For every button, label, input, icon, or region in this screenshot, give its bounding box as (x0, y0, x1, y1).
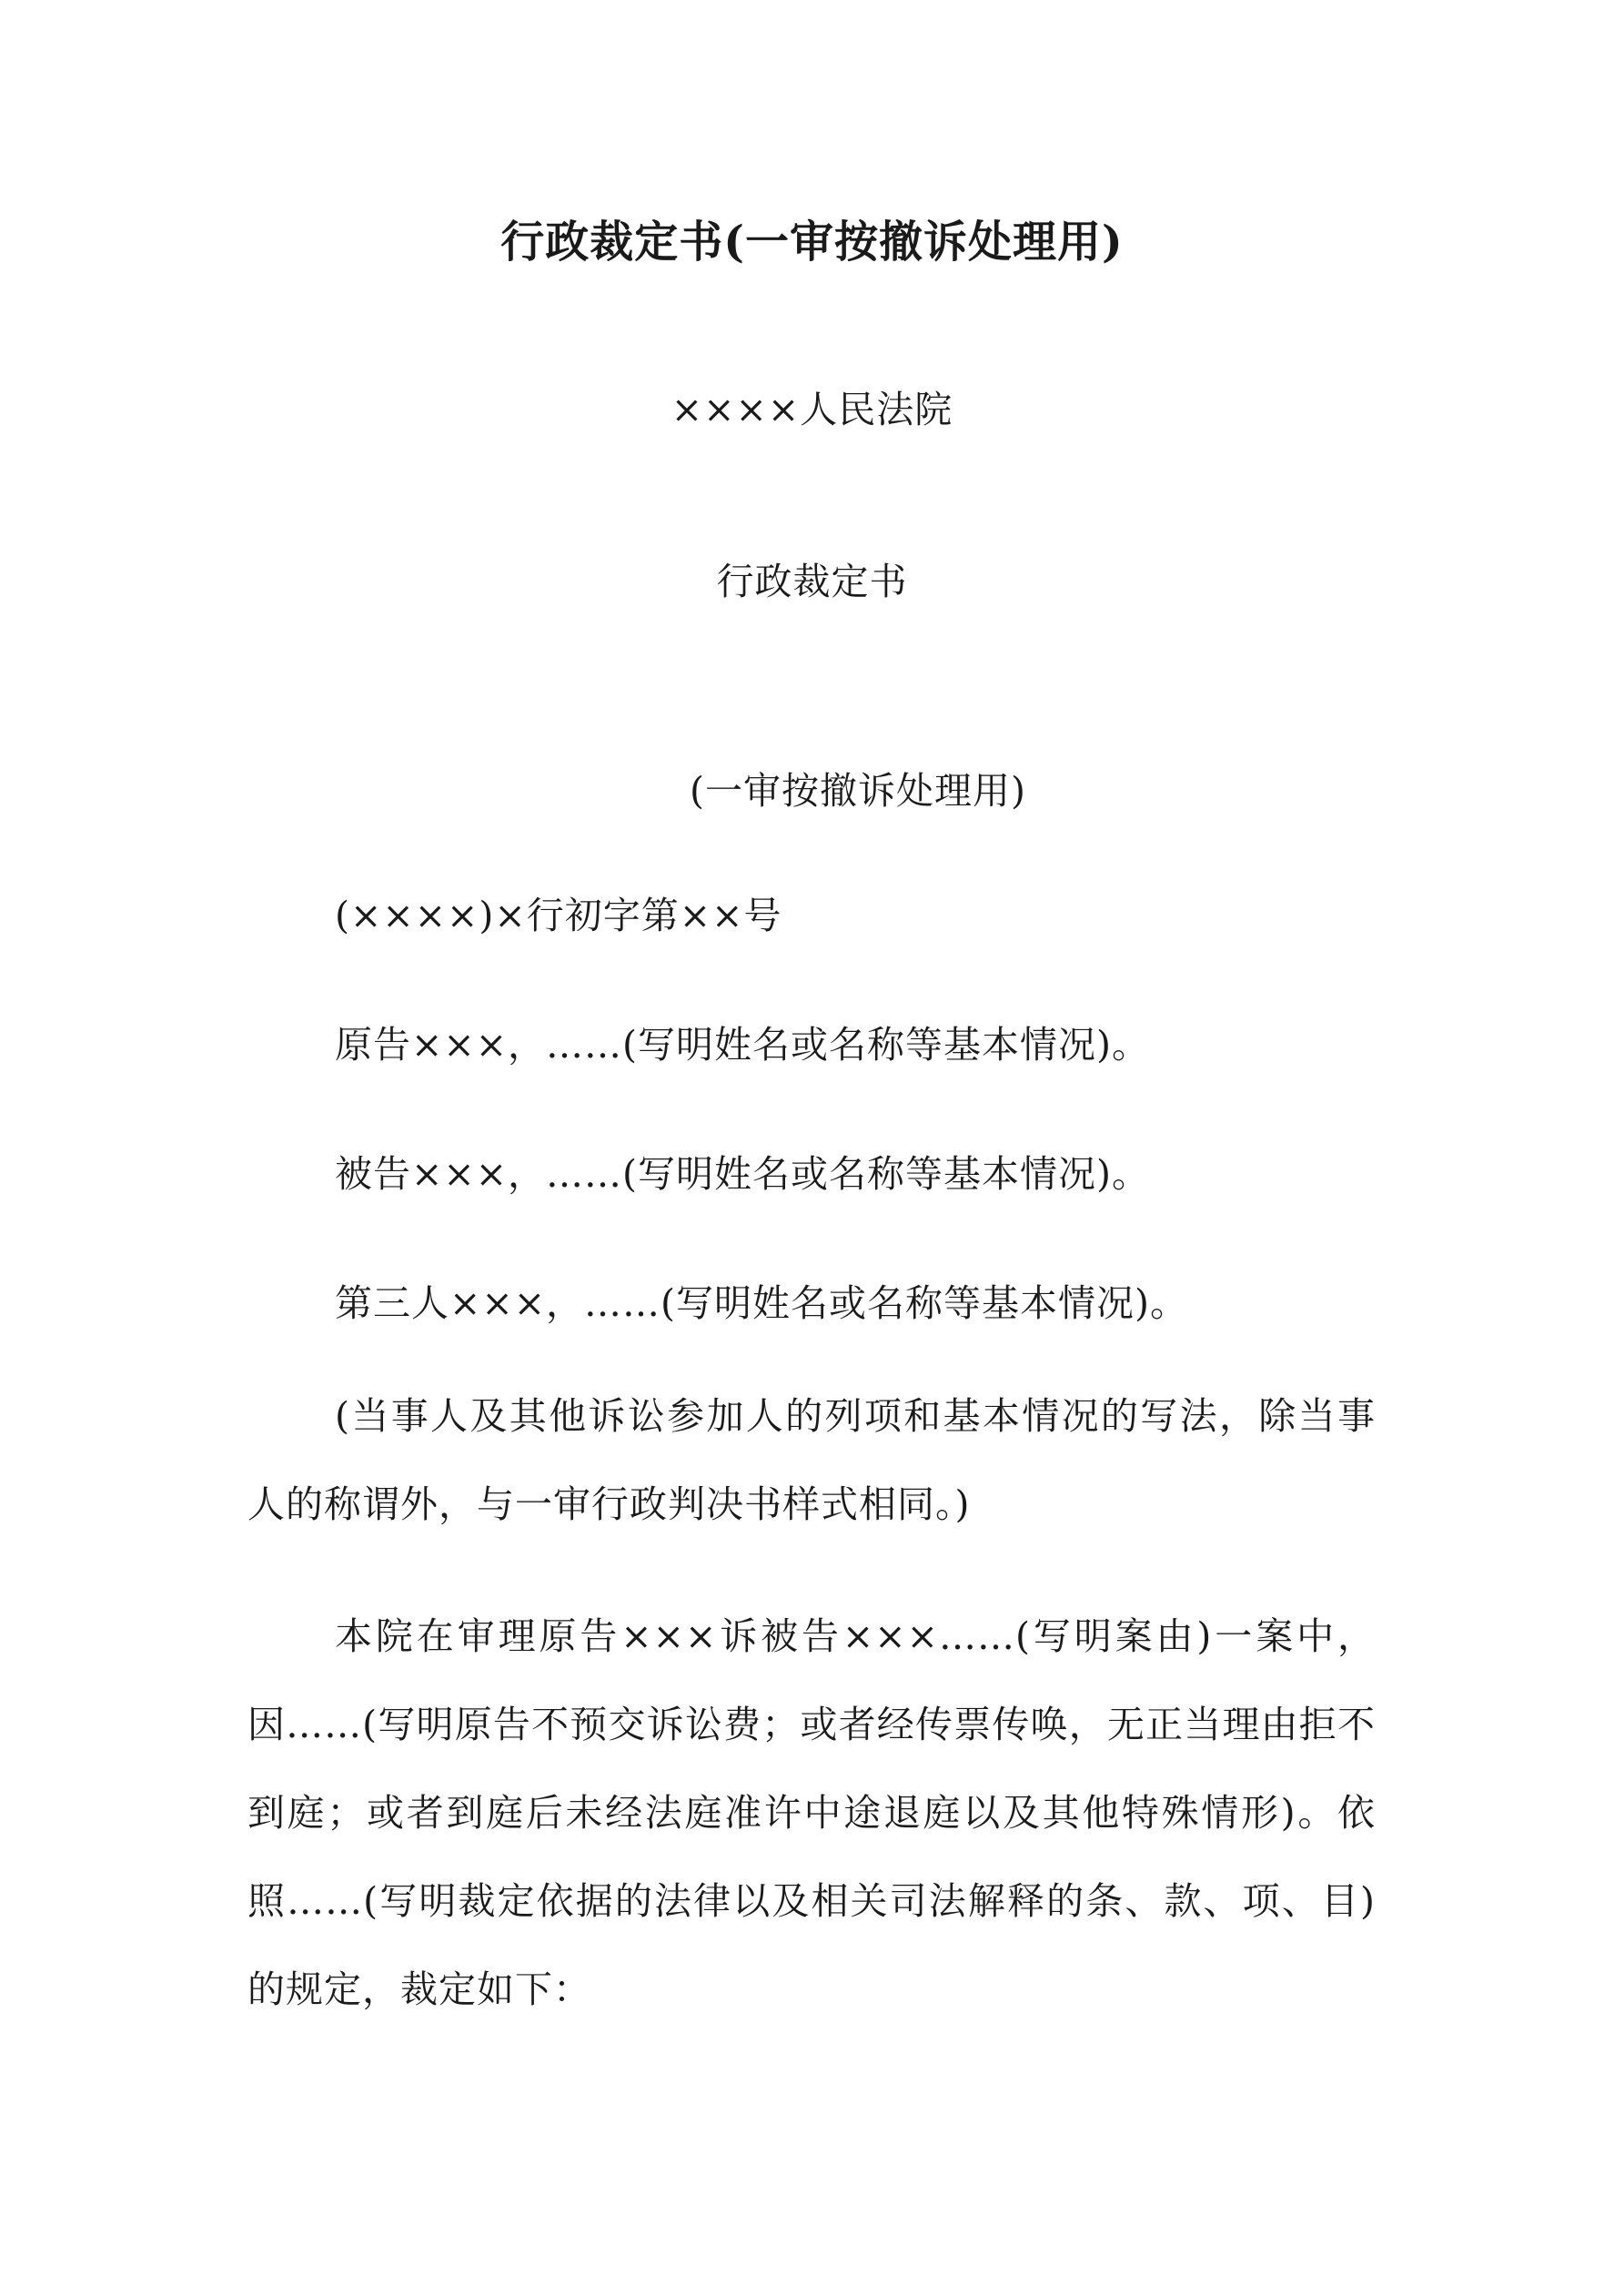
case-number: (××××)×行初字第××号 (335, 894, 782, 937)
parties-note-paragraph: (当事人及其他诉讼参加人的列项和基本情况的写法，除当事人的称谓外，与一审行政判决书样式相同。) (247, 1394, 1376, 1526)
document-subtitle: (一审按撤诉处理用) (690, 769, 1026, 813)
plaintiff-line: 原告×××，……(写明姓名或名称等基本情况)。 (335, 1023, 1151, 1067)
court-name: ××××人民法院 (671, 388, 953, 431)
ruling-body-paragraph: 本院在审理原告×××诉被告×××……(写明案由)一案中，因……(写明原告不预交诉讼费；或者经传票传唤，无正当理由拒不到庭；或者到庭后未经法庭准许中途退庭以及其他特殊情形)。依照……(写明裁定依据的法律以及相关司法解释的条、款、项、目)的规定，裁定如下： (247, 1614, 1376, 2011)
document-type: 行政裁定书 (716, 560, 908, 603)
document-title: 行政裁定书(一审按撤诉处理用) (500, 217, 1124, 268)
third-party-line: 第三人×××，……(写明姓名或名称等基本情况)。 (335, 1281, 1189, 1325)
defendant-line: 被告×××，……(写明姓名或名称等基本情况)。 (335, 1152, 1151, 1196)
